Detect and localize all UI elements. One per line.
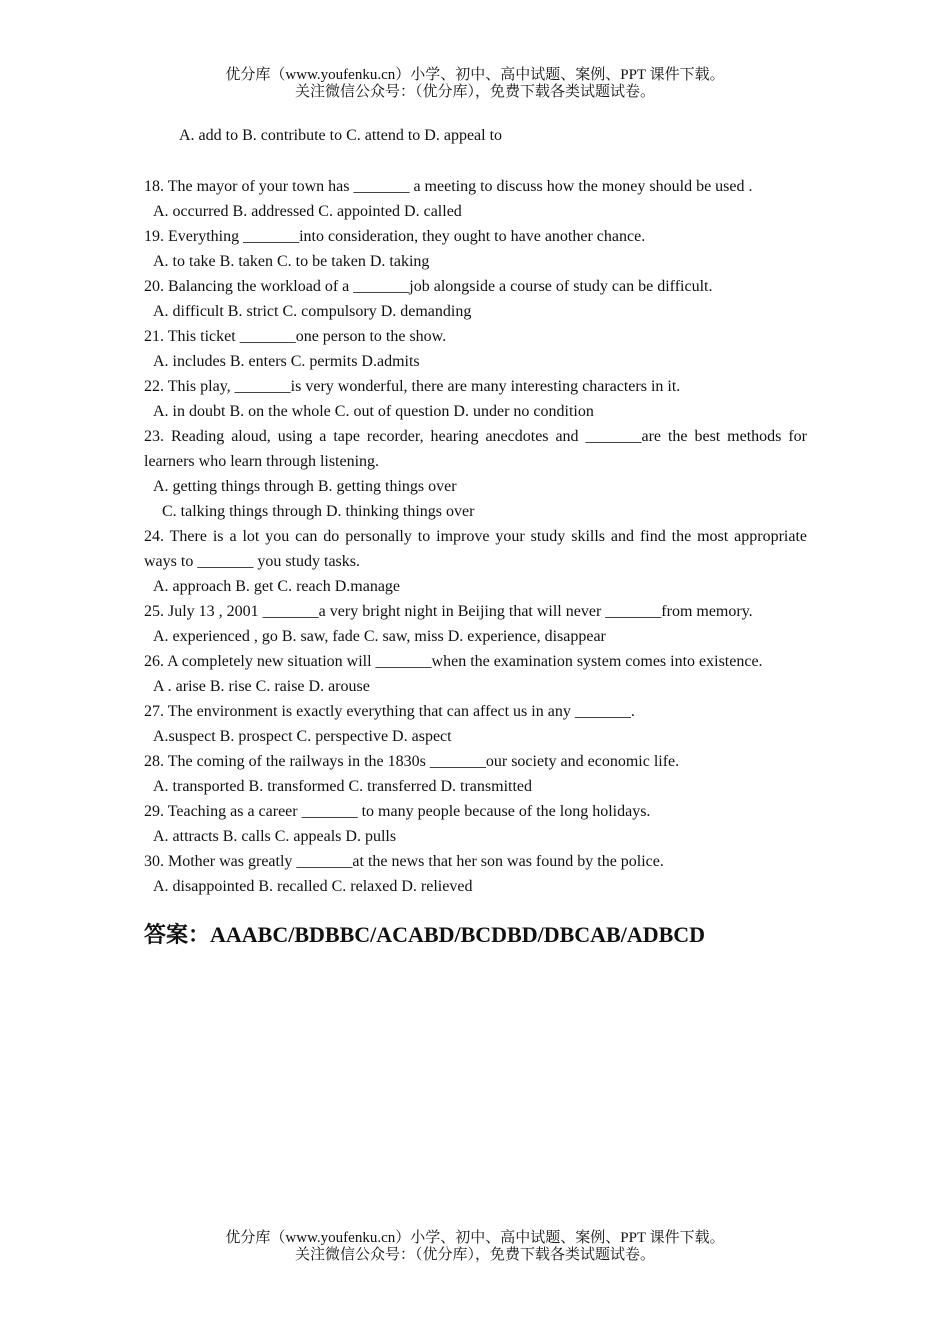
question-stem: 21. This ticket _______one person to the show. <box>144 328 447 345</box>
question-options: A. getting things through B. getting things over <box>153 478 457 495</box>
question-item <box>144 749 807 799</box>
question-options: A. difficult B. strict C. compulsory D. demanding <box>153 303 472 320</box>
question-options: A. occurred B. addressed C. appointed D. called <box>153 203 462 220</box>
question-list <box>144 174 807 899</box>
question-stem: 20. Balancing the workload of a _______job alongside a course of study can be difficult. <box>144 278 713 295</box>
question-item <box>144 849 807 899</box>
question-item <box>144 524 807 599</box>
question-stem: 27. The environment is exactly everything that can affect us in any _______. <box>144 703 635 720</box>
question-stem: 29. Teaching as a career _______ to many people because of the long holidays. <box>144 803 651 820</box>
question-item <box>144 699 807 749</box>
question-stem: 23. Reading aloud, using a tape recorder, hearing anecdotes and _______are the best methods for learners who learn through listening. <box>144 428 807 470</box>
question-item <box>144 324 807 374</box>
question-item <box>144 274 807 324</box>
question-options: A. to take B. taken C. to be taken D. taking <box>153 253 430 270</box>
question-options: A. disappointed B. recalled C. relaxed D. relieved <box>153 878 473 895</box>
question-options: A. experienced , go B. saw, fade C. saw, miss D. experience, disappear <box>153 628 606 645</box>
page-footer <box>0 1230 950 1264</box>
question-options: A. includes B. enters C. permits D.admits <box>153 353 420 370</box>
question-options: C. talking things through D. thinking things over <box>162 503 475 520</box>
question-stem: 28. The coming of the railways in the 1830s _______our society and economic life. <box>144 753 680 770</box>
question-options: A. attracts B. calls C. appeals D. pulls <box>153 828 397 845</box>
question-item <box>144 174 807 224</box>
question-options: A.suspect B. prospect C. perspective D. aspect <box>153 728 452 745</box>
question-stem: 19. Everything _______into consideration, they ought to have another chance. <box>144 228 646 245</box>
question-options: A. transported B. transformed C. transferred D. transmitted <box>153 778 533 795</box>
question-stem: 22. This play, _______is very wonderful, there are many interesting characters in it. <box>144 378 681 395</box>
question-item <box>144 649 807 699</box>
question-item <box>144 424 807 524</box>
question-item <box>144 374 807 424</box>
question-stem: 24. There is a lot you can do personally to improve your study skills and find the most appropriate ways to _______ you study tasks. <box>144 528 807 570</box>
header-line-1: 优分库（www.youfenku.cn）小学、初中、高中试题、案例、PPT 课件下载。 <box>225 67 725 83</box>
question-options: A . arise B. rise C. raise D. arouse <box>153 678 370 695</box>
question-options: A. in doubt B. on the whole C. out of question D. under no condition <box>153 403 594 420</box>
page-header <box>0 67 950 101</box>
question-stem: 26. A completely new situation will _______when the examination system comes into existence. <box>144 653 763 670</box>
question-options: A. approach B. get C. reach D.manage <box>153 578 401 595</box>
question-item <box>144 599 807 649</box>
question-stem: 25. July 13 , 2001 _______a very bright night in Beijing that will never _______from memory. <box>144 603 753 620</box>
question-item <box>144 224 807 274</box>
footer-line-2: 关注微信公众号：（优分库），免费下载各类试题试卷。 <box>294 1247 655 1263</box>
question-stem: 18. The mayor of your town has _______ a meeting to discuss how the money should be used . <box>144 178 753 195</box>
footer-line-1: 优分库（www.youfenku.cn）小学、初中、高中试题、案例、PPT 课件下载。 <box>225 1230 725 1246</box>
header-line-2: 关注微信公众号：（优分库），免费下载各类试题试卷。 <box>294 84 655 100</box>
question-item <box>144 799 807 849</box>
answer-key: 答案：AAABC/BDBBC/ACABD/BCDBD/DBCAB/ADBCD <box>144 922 706 947</box>
question-stem: 30. Mother was greatly _______at the news that her son was found by the police. <box>144 853 664 870</box>
question-17-options: A. add to B. contribute to C. attend to D. appeal to <box>179 127 503 144</box>
